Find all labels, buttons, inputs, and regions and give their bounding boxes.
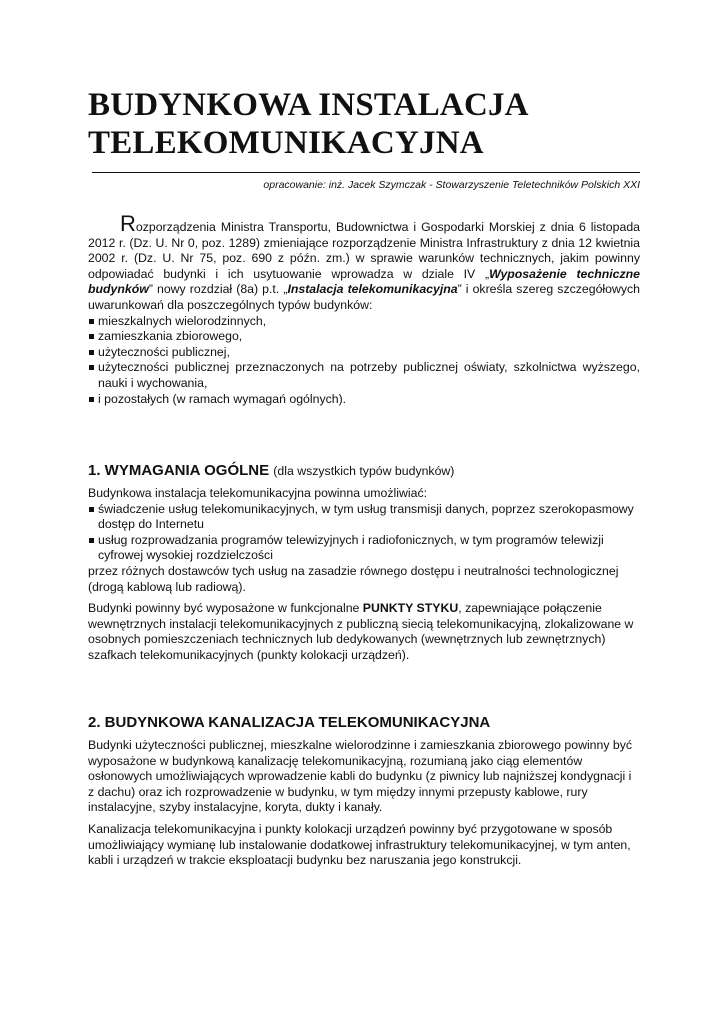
list-item: użyteczności publicznej przeznaczonych na potrzeby publicznej oświaty, szkolnictwa wyższego, nauki i wychowania, — [88, 360, 640, 391]
document-title — [88, 86, 640, 162]
para-bold: PUNKTY STYKU — [362, 601, 459, 616]
intro-section — [88, 211, 640, 407]
title-line-2: TELEKOMUNIKACYJNA — [88, 125, 484, 161]
list-item: świadczenie usług telekomunikacyjnych, w tym usług transmisji danych, poprzez szerokopasmowy dostęp do Internetu — [88, 502, 640, 533]
section-lead: Budynkowa instalacja telekomunikacyjna powinna umożliwiać: — [88, 486, 428, 500]
section-heading — [88, 462, 640, 480]
section-heading-text: 1. WYMAGANIA OGÓLNE — [88, 462, 270, 479]
intro-bold-b: Instalacja telekomunikacyjna — [287, 282, 458, 297]
section-heading: 2. BUDYNKOWA KANALIZACJA TELEKOMUNIKACYJNA — [88, 714, 491, 731]
list-item: usług rozprowadzania programów telewizyjnych i radiofonicznych, w tym programów telewizji cyfrowej wysokiej rozdzielczości — [88, 533, 640, 564]
list-item: mieszkalnych wielorodzinnych, — [88, 314, 640, 330]
list-item: zamieszkania zbiorowego, — [88, 329, 640, 345]
title-divider — [92, 172, 640, 173]
drop-cap: R — [120, 211, 136, 236]
section-after-list: przez różnych dostawców tych usług na zasadzie równego dostępu i neutralności technologicznej (drogą kablową lub radiową). — [88, 563, 619, 594]
intro-paragraph — [88, 211, 640, 314]
intro-text-a: ozporządzenia Ministra Transportu, Budownictwa i Gospodarki Morskiej z dnia 6 listopada 2012 r. (Dz. U. Nr 0, poz. 1289) zmieniające rozporządzenie Ministra Infrastruktury z dnia 12 kwietnia 2002 r. (Dz. U. Nr 75, poz. 690 z późn. zm.) w sprawie warunków technicznych, jakim powinny odpowiadać budynki i ich usytuowanie wprowadza w dziale IV „ — [88, 220, 640, 281]
list-item: i pozostałych (w ramach wymagań ogólnych). — [88, 392, 640, 408]
section-telecom-ducting — [88, 714, 640, 869]
section-heading-note: (dla wszystkich typów budynków) — [273, 464, 455, 478]
section-paragraph: Budynki użyteczności publicznej, mieszkalne wielorodzinne i zamieszkania zbiorowego powinny być wyposażone w budynkową kanalizację telekomunikacyjną, rozumianą jako ciąg elementów osłonowych umożliwiających wprowadzenie kabli do budynku (z piwnicy lub najniższej kondygnacji i z dachu) oraz ich rozprowadzenie w budynku, w tym między innymi przepusty kablowe, rury instalacyjne, szyby instalacyjne, koryta, dukty i kanały. — [88, 738, 633, 815]
title-line-1: BUDYNKOWA INSTALACJA — [88, 87, 529, 123]
para-text-b: , zapewniające połączenie wewnętrznych instalacji telekomunikacyjnych z publiczną siecią telekomunikacyjną, zlokalizowane w osobnych pomieszczeniach technicznych lub dedykowanych (wewnętrznych lub zewnętrznych) szafkach telekomunikacyjnych (punkty kolokacji urządzeń). — [88, 601, 634, 662]
list-item: użyteczności publicznej, — [88, 345, 640, 361]
section-paragraph — [88, 601, 640, 663]
intro-bold-a: Wyposażenie techniczne budynków — [88, 266, 640, 297]
author-byline: opracowanie: inż. Jacek Szymczak - Stowarzyszenie Teletechników Polskich XXI — [263, 179, 640, 191]
section-general-requirements — [88, 462, 640, 664]
intro-text-b: ” nowy rozdział (8a) p.t. „ — [148, 282, 288, 297]
section-paragraph: Kanalizacja telekomunikacyjna i punkty kolokacji urządzeń powinny być przygotowane w sposób umożliwiający wymianę lub instalowanie dodatkowej infrastruktury telekomunikacyjnej, w tym anten, kabli i urządzeń w trakcie eksploatacji budynku bez naruszania jego konstrukcji. — [88, 821, 631, 868]
requirements-list — [88, 502, 640, 564]
intro-text-c: ” i określa szereg szczegółowych uwarunkowań dla poszczególnych typów budynków: — [88, 282, 640, 312]
para-text-a: Budynki powinny być wyposażone w funkcjonalne — [88, 601, 363, 616]
building-types-list — [88, 314, 640, 408]
